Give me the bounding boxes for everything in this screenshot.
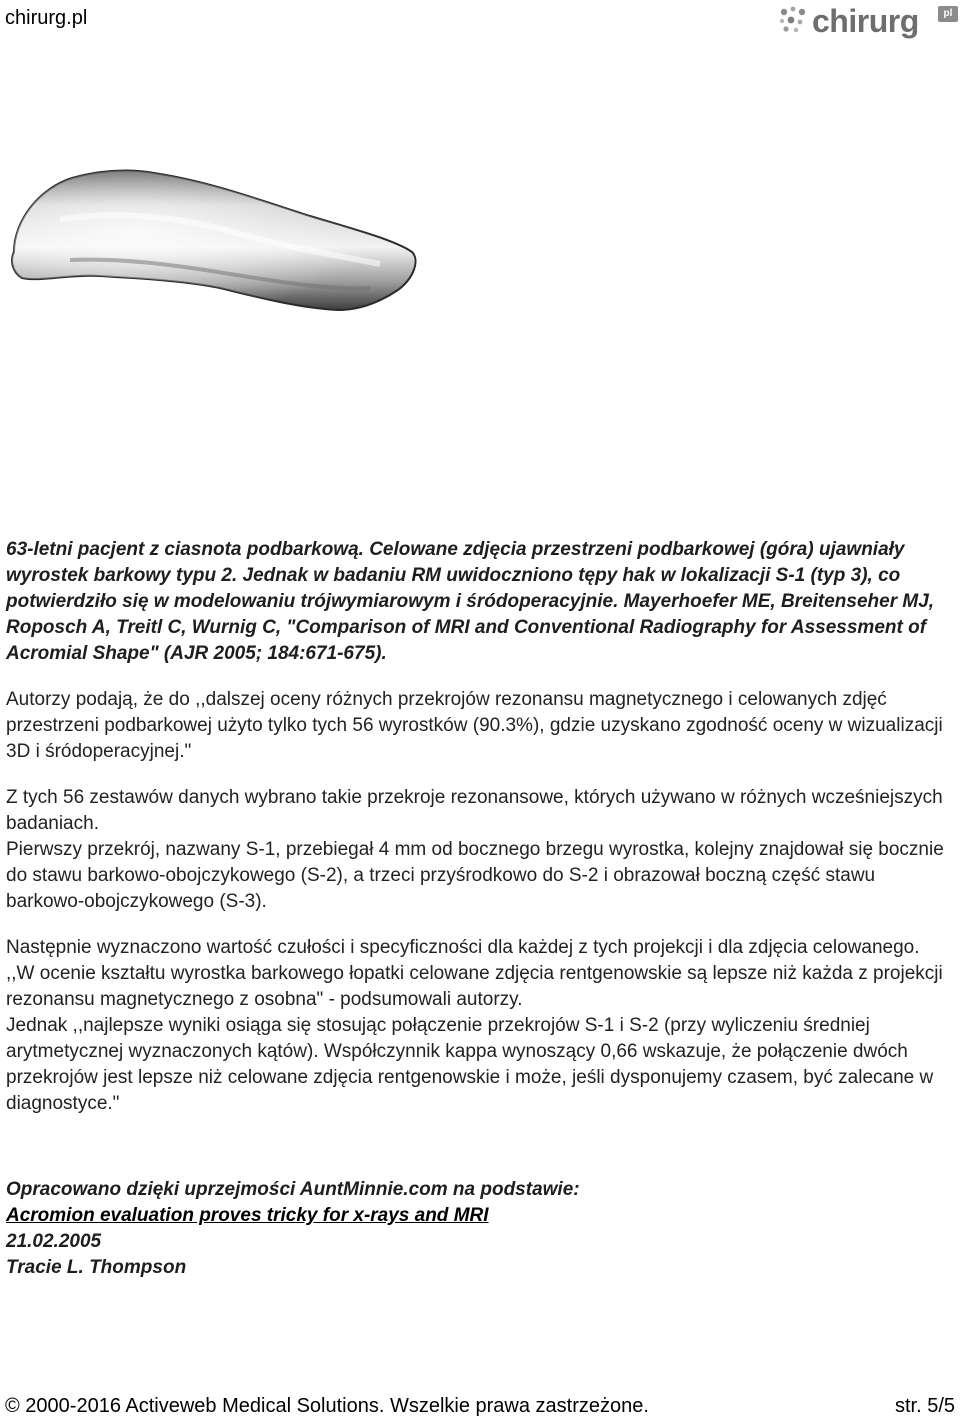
paragraph-sensitivity: Następnie wyznaczono wartość czułości i specyficzności dla każdej z tych projekcji i dla zdjęcia celowanego. <box>6 937 920 958</box>
acromion-3d-model-image <box>0 160 430 330</box>
source-credit: Opracowano dzięki uprzejmości AuntMinnie.com na podstawie: <box>6 1179 580 1200</box>
paragraph-agreement: Autorzy podają, że do ,,dalszej oceny różnych przekrojów rezonansu magnetycznego i celowanych zdjęć przestrzeni podbarkowej użyto tylko tych 56 wyrostków (90.3%), gdzie uzyskano zgodność oceny w wizualizacji 3D i śródoperacyjnej." <box>6 689 943 762</box>
source-date: 21.02.2005 <box>6 1231 102 1252</box>
source-author: Tracie L. Thompson <box>6 1257 187 1278</box>
site-name: chirurg.pl <box>5 7 88 29</box>
logo-wordmark: chirurg <box>812 3 919 39</box>
logo-badge: pl <box>938 6 958 22</box>
paragraph-best-results: Jednak ,,najlepsze wyniki osiąga się stosując połączenie przekrojów S-1 i S-2 (przy wyliczeniu średniej arytmetycznej wyznaczonych kątów). Współczynnik kappa wynoszący 0,66 wskazuje, że połączenie dwóch przekrojów jest lepsze niż celowane zdjęcia rentgenowskie i może, jeśli dysponujemy czasem, być zalecane w diagnostyce." <box>6 1015 934 1114</box>
page-number: str. 5/5 <box>894 1395 955 1417</box>
article-body <box>6 537 951 1281</box>
footer-copyright: © 2000-2016 Activeweb Medical Solutions. Wszelkie prawa zastrzeżone. <box>5 1395 649 1417</box>
logo-dots-icon <box>778 4 808 34</box>
source-article-link[interactable]: Acromion evaluation proves tricky for x-rays and MRI <box>6 1205 489 1226</box>
figure-caption: 63-letni pacjent z ciasnota podbarkową. Celowane zdjęcia przestrzeni podbarkowej (góra) ujawniały wyrostek barkowy typu 2. Jednak w badaniu RM uwidoczniono tępy hak w lokalizacji S-1 (typ 3), co potwierdziło się w modelowaniu trójwymiarowym i śródoperacyjnie. Mayerhoefer ME, Breitenseher MJ, Roposch A, Treitl C, Wurnig C, "Comparison of MRI and Conventional Radiography for Assessment of Acromial Shape" (AJR 2005; 184:671-675). <box>6 539 935 664</box>
paragraph-conclusion: ,,W ocenie kształtu wyrostka barkowego łopatki celowane zdjęcia rentgenowskie są lepsze niż każda z projekcji rezonansu magnetycznego z osobna" - podsumowali autorzy. <box>6 963 943 1010</box>
page-footer <box>5 1392 955 1420</box>
site-logo[interactable] <box>778 2 958 42</box>
paragraph-datasets: Z tych 56 zestawów danych wybrano takie przekroje rezonansowe, których używano w różnych wcześniejszych badaniach. <box>6 787 943 834</box>
paragraph-sections: Pierwszy przekrój, nazwany S-1, przebiegał 4 mm od bocznego brzegu wyrostka, kolejny znajdował się bocznie do stawu barkowo-obojczykowego (S-2), a trzeci przyśrodkowo do S-2 i obrazował boczną część stawu barkowo-obojczykowego (S-3). <box>6 839 944 912</box>
